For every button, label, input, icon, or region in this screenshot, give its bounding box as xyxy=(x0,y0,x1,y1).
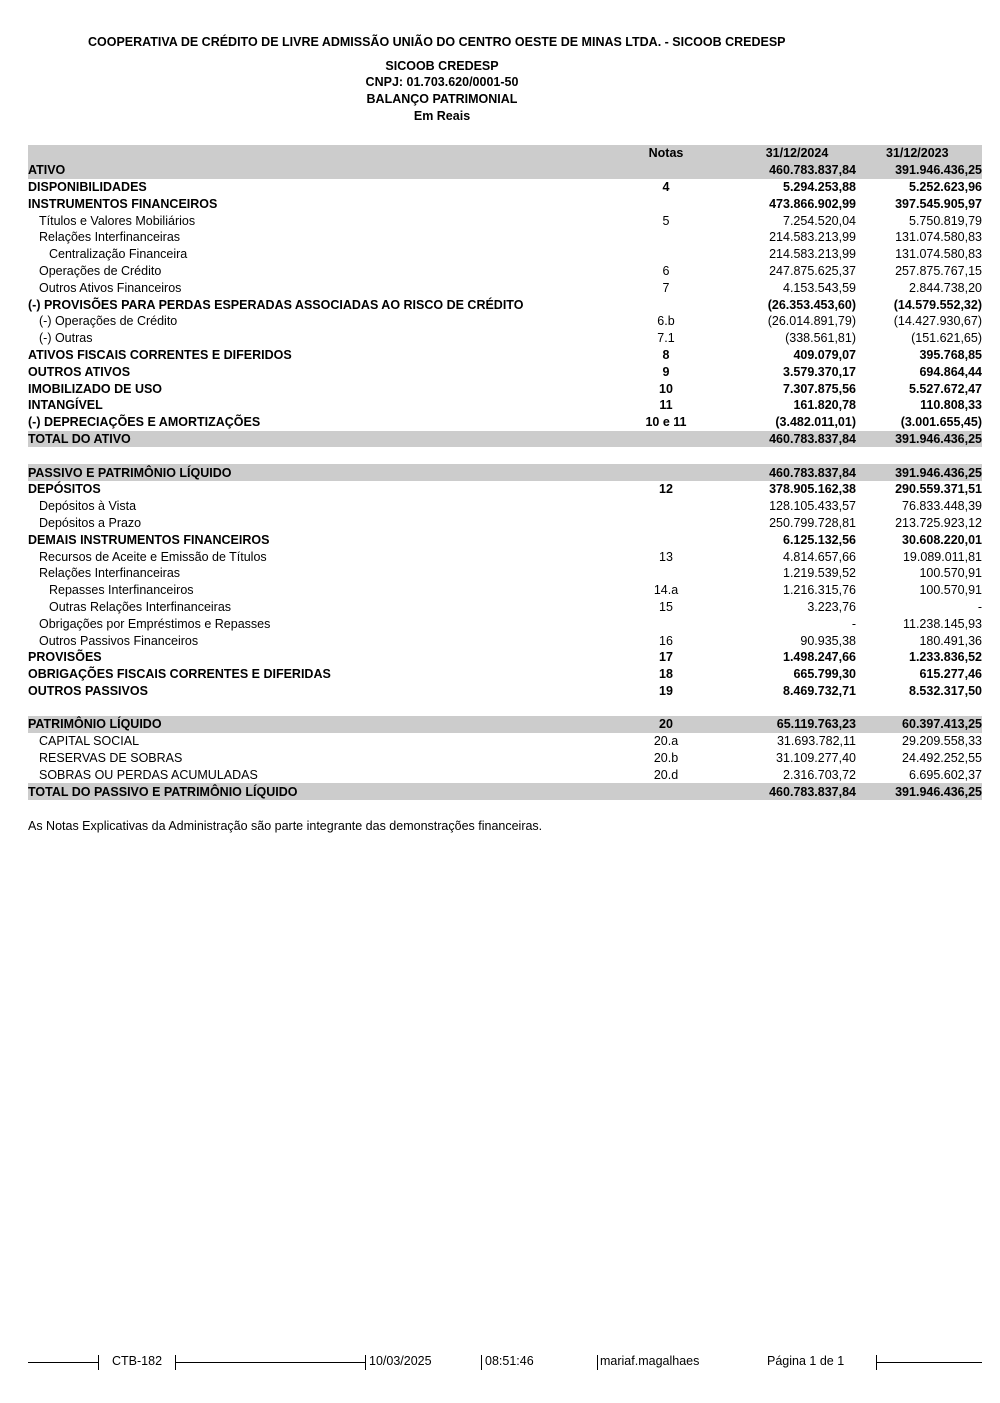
row-value-2023: 5.750.819,79 xyxy=(909,213,982,228)
header-notas: Notas xyxy=(594,145,738,162)
row-notas: 9 xyxy=(662,364,670,379)
row-value-2023: 29.209.558,33 xyxy=(902,734,982,749)
row-provisoes xyxy=(28,649,982,666)
row-label: TOTAL DO PASSIVO E PATRIMÔNIO LÍQUIDO xyxy=(28,783,594,800)
footer-user: mariaf.magalhaes xyxy=(600,1354,700,1368)
row-value-2023: 100.570,91 xyxy=(919,566,982,581)
row-ativo xyxy=(28,162,982,179)
row-value-2023: 213.725.923,12 xyxy=(895,515,982,530)
table-header xyxy=(28,145,982,162)
row-patrimonio-liquido xyxy=(28,716,982,733)
row-notas xyxy=(594,464,738,481)
row-repasses-interfinanceiros xyxy=(28,582,982,599)
row-value-2023: 60.397.413,25 xyxy=(856,716,982,733)
row-provisao-operacoes-credito xyxy=(28,313,982,330)
row-provisoes-perdas xyxy=(28,296,982,313)
row-value-2024: 460.783.837,84 xyxy=(738,162,856,179)
row-notas: 17 xyxy=(659,650,673,665)
row-value-2024: - xyxy=(851,616,856,631)
row-operacoes-de-credito xyxy=(28,263,982,280)
balance-sheet-table xyxy=(28,145,982,800)
row-label xyxy=(28,699,594,716)
row-imobilizado-de-uso xyxy=(28,380,982,397)
row-value-2024: 460.783.837,84 xyxy=(738,783,856,800)
row-label: OUTROS ATIVOS xyxy=(28,364,131,379)
row-value-2023: 6.695.602,37 xyxy=(909,767,982,782)
row-value-2024: 409.079,07 xyxy=(793,347,856,362)
row-value-2023: 8.532.317,50 xyxy=(909,683,982,698)
row-notas: 19 xyxy=(659,683,673,698)
organization-name: COOPERATIVA DE CRÉDITO DE LIVRE ADMISSÃO UNIÃO DO CENTRO OESTE DE MINAS LTDA. - SICOOB CREDESP xyxy=(88,35,786,49)
row-label: Obrigações por Empréstimos e Repasses xyxy=(39,616,271,631)
row-value-2023: 19.089.011,81 xyxy=(902,549,982,564)
row-notas xyxy=(594,447,738,464)
row-value-2024: 4.153.543,59 xyxy=(783,280,856,295)
row-label: Relações Interfinanceiras xyxy=(39,566,181,581)
row-sobras-perdas-acumuladas xyxy=(28,766,982,783)
row-label: IMOBILIZADO DE USO xyxy=(28,381,163,396)
row-notas: 12 xyxy=(659,482,673,497)
row-value-2024: 161.820,78 xyxy=(793,398,856,413)
row-label: PATRIMÔNIO LÍQUIDO xyxy=(28,716,594,733)
row-label: OUTROS PASSIVOS xyxy=(28,683,148,698)
row-label: DISPONIBILIDADES xyxy=(28,179,147,194)
row-value-2024: 378.905.162,38 xyxy=(769,482,856,497)
row-label: CAPITAL SOCIAL xyxy=(39,734,140,749)
row-value-2023: 11.238.145,93 xyxy=(902,616,982,631)
row-value-2024: 7.307.875,56 xyxy=(783,381,856,396)
row-value-2023: 395.768,85 xyxy=(919,347,982,362)
row-value-2023: 391.946.436,25 xyxy=(856,162,982,179)
row-notas: 13 xyxy=(659,549,673,564)
row-value-2024: 8.469.732,71 xyxy=(783,683,856,698)
footer-separator xyxy=(365,1355,366,1370)
row-notas xyxy=(594,515,738,532)
footer-time: 08:51:46 xyxy=(485,1354,534,1368)
footnote: As Notas Explicativas da Administração são parte integrante das demonstrações financeiras. xyxy=(28,819,543,833)
row-value-2024: 250.799.728,81 xyxy=(769,515,856,530)
row-obrigacoes-emprestimos xyxy=(28,615,982,632)
row-value-2024: (26.353.453,60) xyxy=(767,297,856,312)
footer-separator xyxy=(481,1355,482,1370)
row-value-2024: 6.125.132,56 xyxy=(783,532,856,547)
row-value-2023: 100.570,91 xyxy=(919,583,982,598)
row-label: Centralização Financeira xyxy=(49,247,188,262)
row-value-2023: 391.946.436,25 xyxy=(856,783,982,800)
row-value-2024: 473.866.902,99 xyxy=(769,196,856,211)
row-value-2023: (151.621,65) xyxy=(911,331,982,346)
row-label: Outros Ativos Financeiros xyxy=(39,280,182,295)
row-value-2023: - xyxy=(977,599,982,614)
row-label: ATIVO xyxy=(28,162,594,179)
row-value-2024: 214.583.213,99 xyxy=(769,247,856,262)
row-label: SOBRAS OU PERDAS ACUMULADAS xyxy=(39,767,258,782)
row-label: TOTAL DO ATIVO xyxy=(28,431,594,448)
row-value-2023: 110.808,33 xyxy=(920,398,982,413)
row-label: ATIVOS FISCAIS CORRENTES E DIFERIDOS xyxy=(28,347,292,362)
row-value-2024: 31.109.277,40 xyxy=(776,751,856,766)
row-notas: 10 xyxy=(659,381,673,396)
row-notas: 11 xyxy=(659,398,673,413)
row-value-2024: 31.693.782,11 xyxy=(776,734,856,749)
row-notas: 20.d xyxy=(653,767,679,782)
row-notas: 6 xyxy=(662,263,670,278)
row-total-do-ativo xyxy=(28,431,982,448)
row-value-2024: 5.294.253,88 xyxy=(783,179,856,194)
header-date-2024: 31/12/2024 xyxy=(738,145,856,162)
row-value-2024: 90.935,38 xyxy=(800,633,856,648)
row-label xyxy=(28,447,594,464)
row-value-2024: 460.783.837,84 xyxy=(738,464,856,481)
row-value-2024 xyxy=(738,447,856,464)
row-notas xyxy=(594,195,738,212)
row-notas xyxy=(594,498,738,515)
row-recursos-de-aceite xyxy=(28,548,982,565)
footer-report-code: CTB-182 xyxy=(112,1354,163,1368)
row-notas: 20 xyxy=(594,716,738,733)
page-footer xyxy=(0,1353,1000,1371)
row-value-2024 xyxy=(738,699,856,716)
row-value-2024: (338.561,81) xyxy=(785,331,856,346)
row-notas: 20.a xyxy=(653,734,679,749)
row-value-2023: 391.946.436,25 xyxy=(856,464,982,481)
row-notas: 8 xyxy=(662,347,670,362)
row-relacoes-interfinanceiras-passivo xyxy=(28,565,982,582)
footer-separator xyxy=(597,1355,598,1370)
row-value-2023: 131.074.580,83 xyxy=(895,247,982,262)
row-value-2023: 5.252.623,96 xyxy=(909,179,982,194)
row-value-2024: 65.119.763,23 xyxy=(738,716,856,733)
row-value-2023: 131.074.580,83 xyxy=(895,230,982,245)
row-outros-passivos xyxy=(28,683,982,700)
row-label: Títulos e Valores Mobiliários xyxy=(39,213,196,228)
row-label: Relações Interfinanceiras xyxy=(39,230,181,245)
row-value-2024: 1.498.247,66 xyxy=(783,650,856,665)
row-obrigacoes-fiscais xyxy=(28,666,982,683)
row-total-passivo-pl xyxy=(28,783,982,800)
row-titulos-valores-mobiliarios xyxy=(28,212,982,229)
institution-name: SICOOB CREDESP xyxy=(385,59,499,73)
report-title: BALANÇO PATRIMONIAL xyxy=(366,92,518,106)
row-value-2024: 3.579.370,17 xyxy=(783,364,856,379)
row-value-2024: 214.583.213,99 xyxy=(769,230,856,245)
row-depositos-a-prazo xyxy=(28,515,982,532)
row-value-2023: 257.875.767,15 xyxy=(895,263,982,278)
row-value-2023: (14.427.930,67) xyxy=(893,314,982,329)
row-value-2024: 7.254.520,04 xyxy=(783,213,856,228)
row-value-2024: 247.875.625,37 xyxy=(769,263,856,278)
row-value-2023: 290.559.371,51 xyxy=(895,482,982,497)
row-value-2024: 1.216.315,76 xyxy=(783,583,856,598)
row-notas: 7.1 xyxy=(657,331,675,346)
footer-rule xyxy=(175,1362,365,1363)
row-notas xyxy=(594,783,738,800)
row-value-2023: 30.608.220,01 xyxy=(902,532,982,547)
spacer-row xyxy=(28,699,982,716)
row-label: (-) DEPRECIAÇÕES E AMORTIZAÇÕES xyxy=(28,415,261,430)
row-notas: 7 xyxy=(662,280,670,295)
row-reservas-de-sobras xyxy=(28,750,982,767)
row-relacoes-interfinanceiras xyxy=(28,229,982,246)
row-capital-social xyxy=(28,733,982,750)
row-outras-relacoes-interfinanceiras xyxy=(28,599,982,616)
spacer-row xyxy=(28,447,982,464)
row-notas: 18 xyxy=(659,667,673,682)
row-outros-passivos-financeiros xyxy=(28,632,982,649)
row-outros-ativos-financeiros xyxy=(28,279,982,296)
row-label: DEMAIS INSTRUMENTOS FINANCEIROS xyxy=(28,532,270,547)
footer-page-number: Página 1 de 1 xyxy=(767,1354,845,1368)
row-label: Repasses Interfinanceiros xyxy=(49,583,194,598)
row-notas xyxy=(594,431,738,448)
row-label: DEPÓSITOS xyxy=(28,482,101,497)
row-notas xyxy=(594,531,738,548)
row-notas xyxy=(594,246,738,263)
row-value-2023: (3.001.655,45) xyxy=(900,415,982,430)
row-label: Depósitos a Prazo xyxy=(39,515,142,530)
row-value-2023: 180.491,36 xyxy=(919,633,982,648)
row-value-2024: 2.316.703,72 xyxy=(783,767,856,782)
row-label: Recursos de Aceite e Emissão de Títulos xyxy=(39,549,267,564)
row-ativos-fiscais xyxy=(28,347,982,364)
row-label: PASSIVO E PATRIMÔNIO LÍQUIDO xyxy=(28,464,594,481)
row-label: PROVISÕES xyxy=(28,650,102,665)
row-label: Outros Passivos Financeiros xyxy=(39,633,199,648)
row-label: Operações de Crédito xyxy=(39,263,162,278)
row-notas: 4 xyxy=(662,179,670,194)
row-value-2023: 76.833.448,39 xyxy=(902,499,982,514)
row-outros-ativos xyxy=(28,363,982,380)
row-label: (-) PROVISÕES PARA PERDAS ESPERADAS ASSOCIADAS AO RISCO DE CRÉDITO xyxy=(28,297,524,312)
row-value-2023: 397.545.905,97 xyxy=(895,196,982,211)
row-notas: 6.b xyxy=(657,314,675,329)
row-label: Outras Relações Interfinanceiras xyxy=(49,599,232,614)
row-label: INTANGÍVEL xyxy=(28,398,103,413)
row-value-2024: 665.799,30 xyxy=(793,667,856,682)
row-value-2024: (3.482.011,01) xyxy=(775,415,856,430)
row-value-2023: 1.233.836,52 xyxy=(909,650,982,665)
footer-rule xyxy=(876,1362,982,1363)
row-notas xyxy=(594,229,738,246)
row-demais-instrumentos xyxy=(28,531,982,548)
row-depositos-a-vista xyxy=(28,498,982,515)
row-passivo-e-pl xyxy=(28,464,982,481)
row-notas xyxy=(594,699,738,716)
row-notas: 15 xyxy=(659,599,673,614)
row-value-2023: 24.492.252,55 xyxy=(902,751,982,766)
row-label: Depósitos à Vista xyxy=(39,499,137,514)
row-value-2023 xyxy=(856,699,982,716)
footer-rule xyxy=(28,1362,98,1363)
header-label xyxy=(28,145,594,162)
header-date-2023: 31/12/2023 xyxy=(856,145,982,162)
row-centralizacao-financeira xyxy=(28,246,982,263)
row-notas: 20.b xyxy=(653,751,679,766)
row-value-2023: 694.864,44 xyxy=(919,364,982,379)
row-value-2023: 5.527.672,47 xyxy=(909,381,982,396)
row-label: OBRIGAÇÕES FISCAIS CORRENTES E DIFERIDAS xyxy=(28,667,331,682)
row-label: INSTRUMENTOS FINANCEIROS xyxy=(28,196,218,211)
row-value-2024: 1.219.539,52 xyxy=(783,566,856,581)
row-value-2023 xyxy=(856,447,982,464)
row-value-2023: (14.579.552,32) xyxy=(893,297,982,312)
row-depositos xyxy=(28,481,982,498)
row-notas: 10 e 11 xyxy=(645,415,687,430)
row-notas: 5 xyxy=(662,213,670,228)
row-label: RESERVAS DE SOBRAS xyxy=(39,751,183,766)
row-intangivel xyxy=(28,397,982,414)
row-notas: 14.a xyxy=(653,583,679,598)
row-value-2023: 615.277,46 xyxy=(919,667,982,682)
row-instrumentos-financeiros xyxy=(28,195,982,212)
cnpj: CNPJ: 01.703.620/0001-50 xyxy=(365,75,519,89)
row-depreciacoes-amortizacoes xyxy=(28,414,982,431)
footer-separator xyxy=(98,1355,99,1370)
row-value-2023: 391.946.436,25 xyxy=(856,431,982,448)
row-notas xyxy=(594,565,738,582)
currency-unit: Em Reais xyxy=(413,109,471,123)
row-notas xyxy=(594,296,738,313)
row-value-2024: 460.783.837,84 xyxy=(738,431,856,448)
row-notas: 16 xyxy=(659,633,673,648)
row-label: (-) Outras xyxy=(39,331,93,346)
row-label: (-) Operações de Crédito xyxy=(39,314,178,329)
row-disponibilidades xyxy=(28,179,982,196)
row-value-2024: (26.014.891,79) xyxy=(767,314,856,329)
row-provisao-outras xyxy=(28,330,982,347)
row-value-2024: 128.105.433,57 xyxy=(769,499,856,514)
row-value-2024: 4.814.657,66 xyxy=(783,549,856,564)
row-value-2023: 2.844.738,20 xyxy=(909,280,982,295)
row-notas xyxy=(594,162,738,179)
footer-date: 10/03/2025 xyxy=(369,1354,432,1368)
row-notas xyxy=(594,615,738,632)
row-value-2024: 3.223,76 xyxy=(807,599,856,614)
